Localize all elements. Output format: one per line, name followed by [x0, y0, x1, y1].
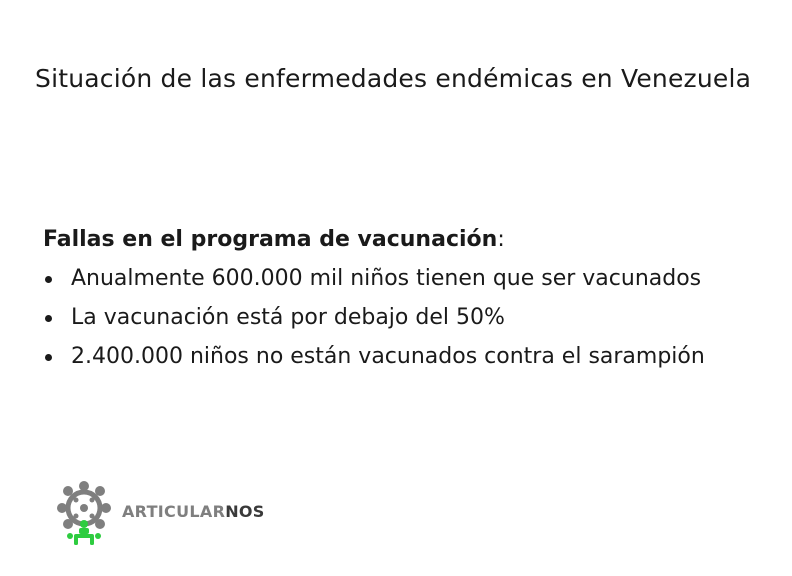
slide-title: Situación de las enfermedades endémicas en Venezuela	[35, 64, 752, 93]
bullet-item	[43, 337, 743, 376]
section-heading-colon: :	[497, 227, 505, 252]
bullet-text: La vacunación está por debajo del 50%	[71, 305, 505, 330]
bullet-dot-icon	[45, 315, 52, 322]
bullet-text: Anualmente 600.000 mil niños tienen que ser vacunados	[71, 266, 702, 291]
section-heading-text: Fallas en el programa de vacunación	[43, 227, 498, 252]
logo-wordmark: ARTICULARNOS	[122, 502, 265, 521]
bullet-dot-icon	[45, 354, 52, 361]
section-heading	[43, 220, 743, 259]
bullet-item	[43, 259, 743, 298]
slide-body	[43, 220, 743, 376]
gear-network-icon	[50, 478, 120, 548]
bullet-dot-icon	[45, 276, 52, 283]
bullet-text: 2.400.000 niños no están vacunados contra el sarampión	[71, 344, 705, 369]
bullet-list	[43, 259, 743, 376]
bullet-item	[43, 298, 743, 337]
articularnos-logo	[50, 478, 265, 548]
